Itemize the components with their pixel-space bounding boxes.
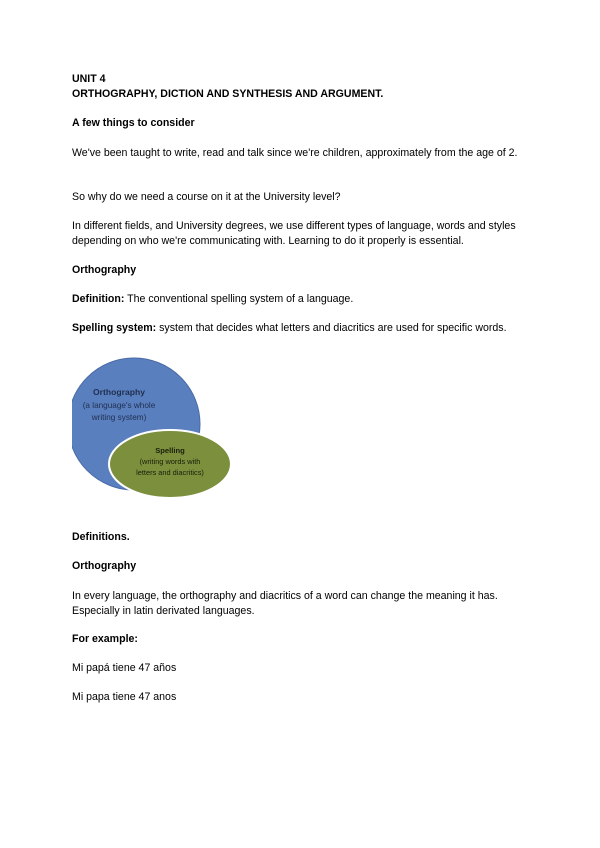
paragraph-taught: We've been taught to write, read and talk since we're children, approximately from the age of 2. — [72, 147, 518, 159]
diagram-orthography-title: Orthography — [92, 387, 146, 397]
unit-title: ORTHOGRAPHY, DICTION AND SYNTHESIS AND ARGUMENT. — [72, 88, 384, 100]
definitions-title: Definitions. — [72, 531, 130, 543]
diagram-orthography-desc-2: writing system) — [91, 413, 147, 422]
spelling-system-line — [72, 321, 507, 336]
section-title-orthography: Orthography — [72, 264, 137, 276]
paragraph-why-course: So why do we need a course on it at the University level? — [72, 191, 341, 203]
orthography-diagram — [70, 356, 240, 504]
definition-line — [72, 292, 353, 307]
example-sentence-1: Mi papá tiene 47 años — [72, 662, 177, 674]
definition-text: The conventional spelling system of a language. — [124, 293, 354, 305]
venn-diagram-svg — [70, 356, 240, 504]
diagram-orthography-desc-1: (a language's whole — [82, 401, 156, 410]
definition-label: Definition: — [72, 293, 125, 305]
paragraph-every-language-1: In every language, the orthography and diacritics of a word can change the meaning it has. — [72, 590, 498, 602]
diagram-spelling-desc-1: (writing words with — [139, 457, 201, 466]
paragraph-different-fields: In different fields, and University degrees, we use different types of language, words and styles depending on who we're communicating with. Learning to do it properly is essential. — [72, 220, 516, 247]
orthography-subtitle: Orthography — [72, 560, 137, 572]
section-title-considerations: A few things to consider — [72, 117, 195, 129]
paragraph-every-language-2: Especially in latin derivated languages. — [72, 605, 255, 617]
unit-number: UNIT 4 — [72, 73, 106, 85]
diagram-spelling-desc-2: letters and diacritics) — [136, 468, 204, 477]
spelling-system-label: Spelling system: — [72, 322, 157, 334]
diagram-spelling-title: Spelling — [155, 446, 185, 455]
example-sentence-2: Mi papa tiene 47 anos — [72, 691, 177, 703]
example-title: For example: — [72, 633, 138, 645]
spelling-system-text: system that decides what letters and diacritics are used for specific words. — [156, 322, 507, 334]
